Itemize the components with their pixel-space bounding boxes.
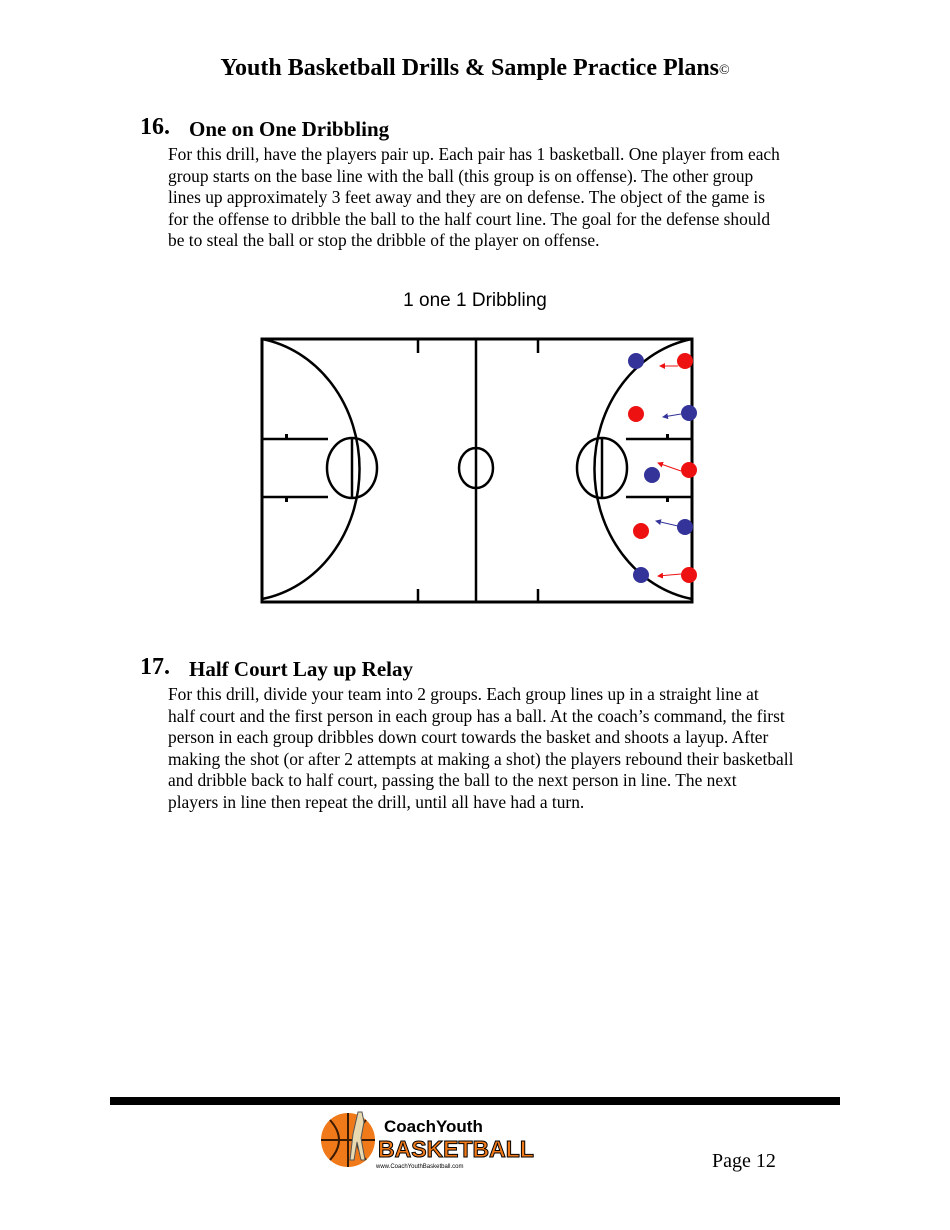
defense-player: [644, 467, 660, 483]
drill-17-number: 17.: [140, 654, 170, 680]
lane-hash-right-2: [666, 497, 669, 502]
drill-16-heading: [140, 114, 850, 144]
arrow-3: [658, 463, 681, 471]
offense-player: [677, 353, 693, 369]
drill-16-description: For this drill, have the players pair up. Each pair has 1 basketball. One player from each group starts on the base line with the ball (this group is on offense). The other group lines up approximately 3 feet away and they are on defense. The object of the game is for the offense to dribble the ball to the half court line. The goal for the defense should be to steal the ball or stop the dribble of the player on offense.: [168, 144, 780, 251]
court-diagram: [258, 335, 698, 607]
drill-17-heading: [140, 654, 850, 684]
arrow-5: [658, 574, 681, 576]
arrow-2: [663, 414, 681, 417]
offense-player: [681, 567, 697, 583]
defense-player: [681, 405, 697, 421]
lane-hash-left-1: [285, 434, 288, 439]
logo-line2: BASKETBALL: [378, 1136, 534, 1162]
three-point-arc-left: [262, 339, 360, 599]
defense-player: [677, 519, 693, 535]
drill-17-title: Half Court Lay up Relay: [189, 657, 414, 681]
diagram-title: 1 one 1 Dribbling: [403, 290, 547, 311]
arrow-4: [656, 521, 678, 526]
coach-youth-basketball-logo: [318, 1106, 534, 1170]
player-arrows: [656, 366, 681, 576]
lane-hash-right-1: [666, 434, 669, 439]
logo-url: www.CoachYouthBasketball.com: [376, 1164, 464, 1170]
defense-player: [633, 567, 649, 583]
page-title-text: Youth Basketball Drills & Sample Practice Plans: [220, 55, 719, 81]
offense-player: [628, 406, 644, 422]
offense-player: [633, 523, 649, 539]
drill-16: [140, 114, 850, 252]
drill-16-title: One on One Dribbling: [189, 117, 390, 141]
page-title: [0, 55, 950, 82]
copyright-symbol: ©: [719, 63, 730, 78]
logo-line1: CoachYouth: [384, 1117, 483, 1136]
lane-hash-left-2: [285, 497, 288, 502]
page-number: Page 12: [712, 1150, 776, 1172]
offense-player: [681, 462, 697, 478]
drill-16-number: 16.: [140, 114, 170, 140]
court-lines: [262, 339, 692, 602]
drill-17: [140, 654, 850, 814]
key-lane-left: [262, 439, 328, 497]
defense-player: [628, 353, 644, 369]
footer-rule: [110, 1097, 840, 1105]
three-point-arc-right: [594, 339, 692, 599]
players: [628, 353, 697, 583]
drill-17-description: For this drill, divide your team into 2 groups. Each group lines up in a straight line at half court and the first person in each group has a ball. At the coach’s command, the first person in each group dribbles down court towards the basket and shoots a layup. After making the shot (or after 2 attempts at making a shot) the players rebound their basketball and dribble back to half court, passing the ball to the next person in line. The next players in line then repeat the drill, until all have had a turn.: [168, 684, 794, 812]
